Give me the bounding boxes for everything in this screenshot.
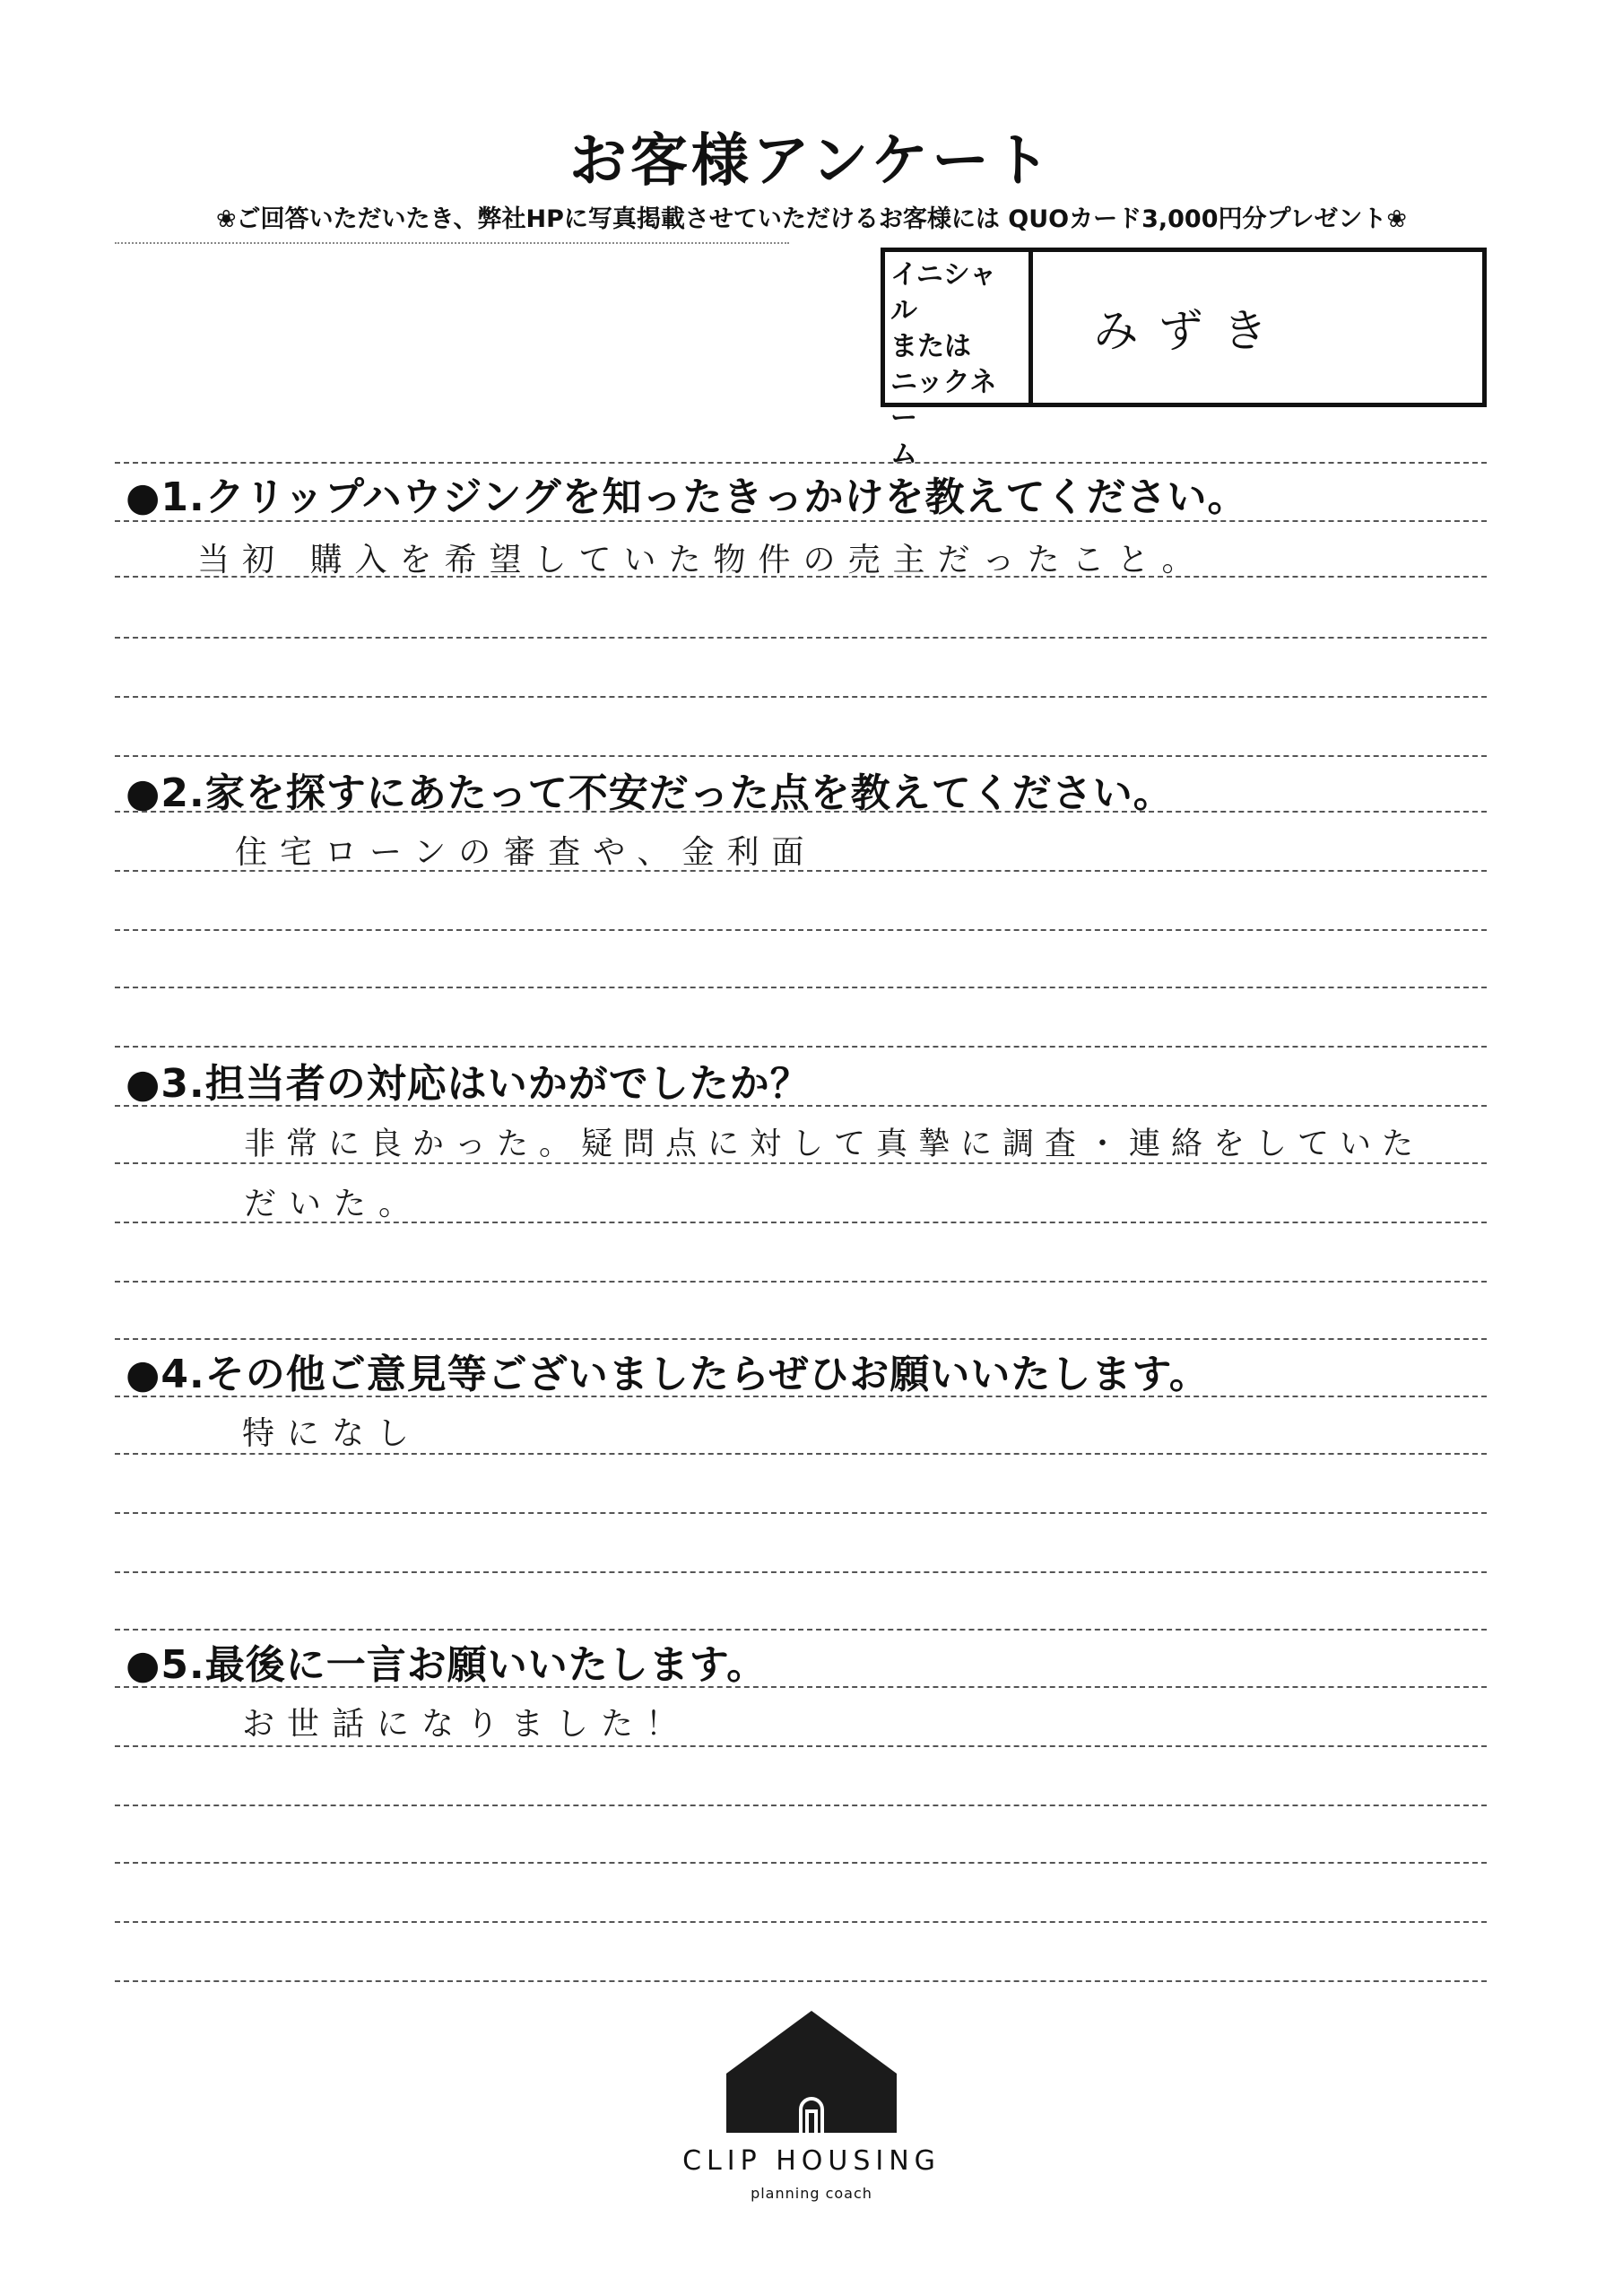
answer-rule [115,1805,1487,1806]
answer-rule [115,1862,1487,1864]
answer-rule [115,520,1487,522]
initial-label [885,252,1033,470]
question-4-heading: ●4.その他ご意見等ございましたらぜひお願いいたします。 [126,1352,1210,1397]
initial-label-line: イニシャル [890,259,997,326]
answer-rule [115,755,1487,757]
answer-rule [115,576,1487,578]
question-3-heading: ●3.担当者の対応はいかがでしたか？ [126,1061,811,1107]
brand-name: CLIP HOUSING [682,2145,941,2177]
answer-rule [115,1281,1487,1283]
initial-box [881,248,1487,470]
answer-rule [115,811,1487,813]
page-subtitle: ❀ご回答いただいたき、弊社HPに写真掲載させていただけるお客様には QUOカード3,000円分プレゼント❀ [215,205,1408,233]
question-1-heading: ●1.クリップハウジングを知ったきっかけを教えてください。 [126,474,1248,520]
question-2-answer: 住宅ローンの審査や、金利面 [235,834,817,871]
question-2-heading: ●2.家を探すにあたって不安だった点を教えてください。 [126,770,1174,816]
answer-rule [115,1980,1487,1982]
answer-rule [115,1162,1487,1164]
answer-rule [115,1046,1487,1048]
brand-tagline: planning coach [751,2185,872,2202]
answer-rule [115,1745,1487,1747]
answer-rule [115,1396,1487,1397]
answer-rule [115,1629,1487,1631]
question-1-answer: 当初 購入を希望していた物件の売主だったこと。 [197,542,1207,578]
question-5-answer: お世話になりました！ [242,1706,691,1743]
answer-rule [115,637,1487,639]
question-3-answer: 非常に良かった。疑問点に対して真摯に調査・連絡をしていた [244,1126,1425,1162]
answer-rule [115,1686,1487,1688]
answer-rule [115,1453,1487,1455]
answer-rule [115,987,1487,988]
answer-rule [115,1921,1487,1923]
answer-rule [115,1338,1487,1340]
question-5-heading: ●5.最後に一言お願いいたします。 [126,1642,768,1688]
subtitle-divider [115,242,789,244]
answer-rule [115,870,1487,872]
page-title: お客様アンケート [568,128,1055,195]
question-4-answer: 特になし [242,1415,422,1452]
answer-rule [115,462,1487,464]
answer-rule [115,1222,1487,1223]
house-icon [722,2009,901,2138]
answer-rule [115,1512,1487,1514]
initial-value: みずき [1093,305,1288,357]
answer-rule [115,929,1487,931]
answer-rule [115,1571,1487,1573]
initial-label-line: ム [890,439,917,470]
answer-rule [115,1105,1487,1107]
question-3-answer-cont: だいた。 [244,1186,424,1222]
answer-rule [115,696,1487,698]
initial-label-line: ニックネー [890,367,997,434]
initial-label-line: または [890,331,971,362]
